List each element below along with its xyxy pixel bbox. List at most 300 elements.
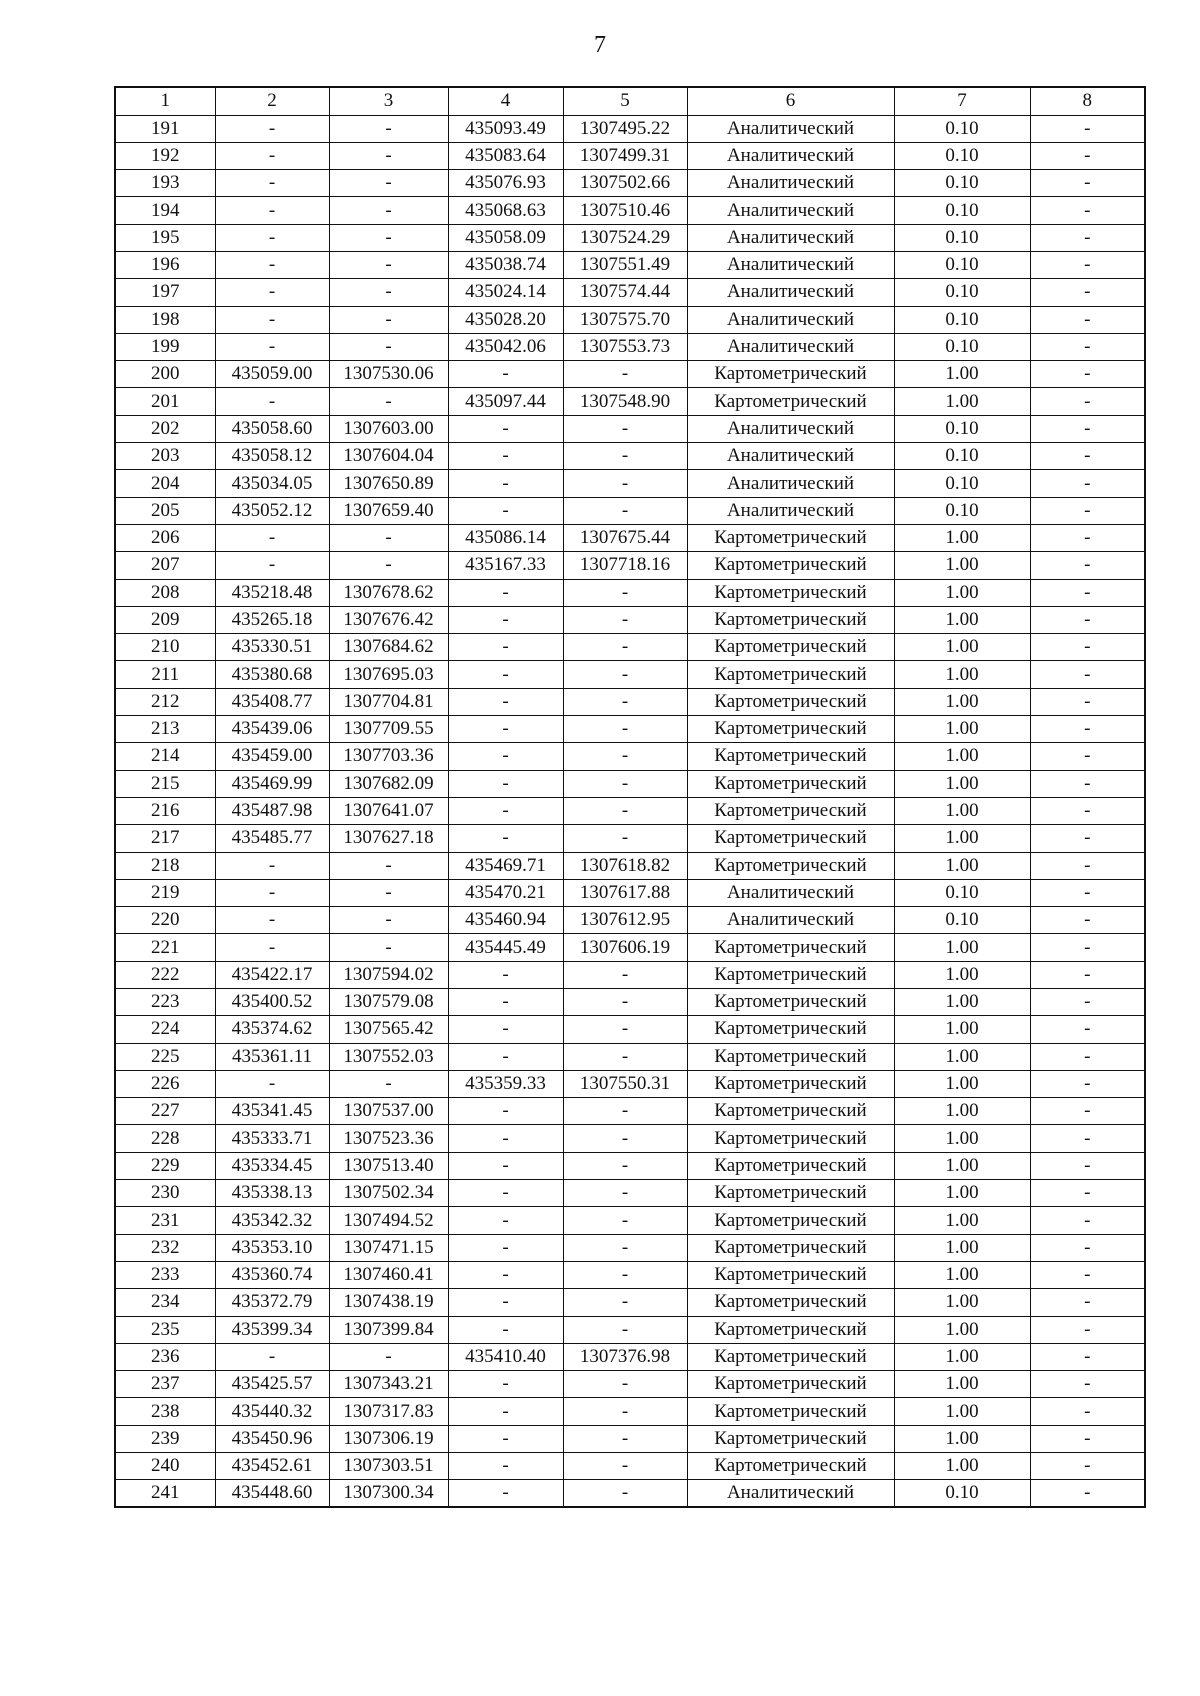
table-cell: - — [1030, 170, 1145, 197]
table-cell: - — [1030, 1152, 1145, 1179]
table-row — [115, 552, 1145, 579]
table-row — [115, 1343, 1145, 1370]
table-row — [115, 415, 1145, 442]
table-cell: - — [329, 934, 448, 961]
table-cell: - — [1030, 443, 1145, 470]
table-cell: 1.00 — [894, 1234, 1030, 1261]
table-cell: 1307565.42 — [329, 1016, 448, 1043]
table-cell: 0.10 — [894, 907, 1030, 934]
table-cell: - — [329, 388, 448, 415]
table-cell: 211 — [115, 661, 215, 688]
table-cell: Аналитический — [687, 251, 894, 278]
table-cell: - — [563, 1207, 687, 1234]
table-cell: 1.00 — [894, 852, 1030, 879]
table-cell: 222 — [115, 961, 215, 988]
table-cell: Картометрический — [687, 524, 894, 551]
table-cell: 1307612.95 — [563, 907, 687, 934]
table-cell: 208 — [115, 579, 215, 606]
table-cell: - — [1030, 1453, 1145, 1480]
table-cell: - — [563, 1453, 687, 1480]
table-cell: 207 — [115, 552, 215, 579]
table-cell: Картометрический — [687, 1152, 894, 1179]
table-row — [115, 1398, 1145, 1425]
table-cell: - — [1030, 415, 1145, 442]
table-cell: - — [563, 743, 687, 770]
table-cell: - — [563, 1152, 687, 1179]
table-cell: - — [215, 306, 329, 333]
table-cell: 206 — [115, 524, 215, 551]
table-cell: - — [563, 661, 687, 688]
table-cell: - — [448, 1453, 563, 1480]
table-row — [115, 688, 1145, 715]
table-cell: 435440.32 — [215, 1398, 329, 1425]
table-row — [115, 770, 1145, 797]
table-cell: - — [448, 961, 563, 988]
table-cell: Аналитический — [687, 907, 894, 934]
table-cell: 435341.45 — [215, 1098, 329, 1125]
table-cell: - — [215, 251, 329, 278]
table-row — [115, 606, 1145, 633]
table-cell: - — [448, 1480, 563, 1507]
table-row — [115, 470, 1145, 497]
table-cell: 1307510.46 — [563, 197, 687, 224]
table-row — [115, 197, 1145, 224]
table-cell: Картометрический — [687, 852, 894, 879]
table-cell: - — [563, 1016, 687, 1043]
table-cell: - — [448, 797, 563, 824]
table-cell: 435167.33 — [448, 552, 563, 579]
table-cell: Картометрический — [687, 1343, 894, 1370]
table-cell: Аналитический — [687, 142, 894, 169]
table-cell: - — [215, 934, 329, 961]
table-cell: 1.00 — [894, 1453, 1030, 1480]
table-cell: - — [329, 1343, 448, 1370]
table-cell: - — [329, 279, 448, 306]
table-cell: 1307604.04 — [329, 443, 448, 470]
table-row — [115, 934, 1145, 961]
table-cell: - — [563, 1316, 687, 1343]
table-cell: Аналитический — [687, 170, 894, 197]
table-cell: 1.00 — [894, 1425, 1030, 1452]
table-cell: Картометрический — [687, 1371, 894, 1398]
table-cell: Картометрический — [687, 661, 894, 688]
table-cell: 200 — [115, 361, 215, 388]
table-cell: 435058.09 — [448, 224, 563, 251]
table-cell: 1307682.09 — [329, 770, 448, 797]
table-cell: 240 — [115, 1453, 215, 1480]
table-cell: 1307618.82 — [563, 852, 687, 879]
table-cell: - — [448, 443, 563, 470]
table-cell: 234 — [115, 1289, 215, 1316]
table-cell: - — [1030, 333, 1145, 360]
table-cell: - — [448, 1398, 563, 1425]
table-cell: 193 — [115, 170, 215, 197]
table-cell: 435353.10 — [215, 1234, 329, 1261]
column-header: 7 — [894, 87, 1030, 115]
table-cell: - — [563, 1261, 687, 1288]
table-cell: 435460.94 — [448, 907, 563, 934]
table-cell: - — [215, 1343, 329, 1370]
table-cell: Картометрический — [687, 634, 894, 661]
table-cell: 219 — [115, 879, 215, 906]
table-cell: 1307709.55 — [329, 716, 448, 743]
table-cell: 0.10 — [894, 251, 1030, 278]
table-cell: - — [329, 333, 448, 360]
table-row — [115, 170, 1145, 197]
table-cell: - — [448, 661, 563, 688]
table-cell: 1307303.51 — [329, 1453, 448, 1480]
table-cell: 435439.06 — [215, 716, 329, 743]
table-cell: 1307530.06 — [329, 361, 448, 388]
table-cell: Картометрический — [687, 606, 894, 633]
table-cell: 1307548.90 — [563, 388, 687, 415]
table-cell: - — [1030, 989, 1145, 1016]
table-cell: 0.10 — [894, 224, 1030, 251]
table-cell: - — [448, 361, 563, 388]
table-cell: 435485.77 — [215, 825, 329, 852]
table-cell: 435038.74 — [448, 251, 563, 278]
table-cell: - — [1030, 524, 1145, 551]
table-row — [115, 907, 1145, 934]
table-cell: 1307376.98 — [563, 1343, 687, 1370]
table-cell: - — [448, 1180, 563, 1207]
table-cell: Картометрический — [687, 388, 894, 415]
table-cell: - — [1030, 388, 1145, 415]
table-cell: - — [563, 470, 687, 497]
table-cell: 1307575.70 — [563, 306, 687, 333]
table-cell: - — [563, 1125, 687, 1152]
table-cell: - — [1030, 1234, 1145, 1261]
table-cell: 199 — [115, 333, 215, 360]
table-cell: - — [1030, 634, 1145, 661]
table-cell: Картометрический — [687, 797, 894, 824]
table-cell: - — [215, 197, 329, 224]
table-cell: 435076.93 — [448, 170, 563, 197]
table-cell: - — [1030, 1425, 1145, 1452]
table-cell: 212 — [115, 688, 215, 715]
table-cell: 1307537.00 — [329, 1098, 448, 1125]
table-cell: 236 — [115, 1343, 215, 1370]
table-cell: 229 — [115, 1152, 215, 1179]
table-cell: 224 — [115, 1016, 215, 1043]
table-row — [115, 1207, 1145, 1234]
table-cell: - — [1030, 907, 1145, 934]
table-cell: - — [1030, 497, 1145, 524]
table-cell: 435068.63 — [448, 197, 563, 224]
table-cell: - — [215, 524, 329, 551]
table-cell: - — [448, 1234, 563, 1261]
table-cell: Аналитический — [687, 333, 894, 360]
table-cell: 1.00 — [894, 1398, 1030, 1425]
table-cell: 435058.12 — [215, 443, 329, 470]
table-cell: 203 — [115, 443, 215, 470]
table-cell: - — [215, 879, 329, 906]
table-row — [115, 1453, 1145, 1480]
table-cell: 1307594.02 — [329, 961, 448, 988]
table-cell: Картометрический — [687, 825, 894, 852]
table-row — [115, 361, 1145, 388]
table-cell: - — [1030, 661, 1145, 688]
table-cell: 1307695.03 — [329, 661, 448, 688]
table-cell: Картометрический — [687, 1180, 894, 1207]
table-cell: 1307574.44 — [563, 279, 687, 306]
table-cell: 1.00 — [894, 961, 1030, 988]
table-row — [115, 279, 1145, 306]
table-cell: 1307704.81 — [329, 688, 448, 715]
table-cell: Аналитический — [687, 879, 894, 906]
table-cell: - — [215, 1070, 329, 1097]
table-cell: - — [1030, 306, 1145, 333]
table-cell: 435487.98 — [215, 797, 329, 824]
table-cell: - — [1030, 1261, 1145, 1288]
table-cell: 1.00 — [894, 1070, 1030, 1097]
table-row — [115, 1043, 1145, 1070]
table-cell: 0.10 — [894, 279, 1030, 306]
table-cell: Аналитический — [687, 197, 894, 224]
table-cell: 1.00 — [894, 1152, 1030, 1179]
table-cell: 226 — [115, 1070, 215, 1097]
table-cell: Аналитический — [687, 443, 894, 470]
table-cell: 1307676.42 — [329, 606, 448, 633]
table-row — [115, 497, 1145, 524]
table-cell: 196 — [115, 251, 215, 278]
table-cell: 1.00 — [894, 688, 1030, 715]
table-cell: 1.00 — [894, 716, 1030, 743]
table-cell: - — [215, 170, 329, 197]
table-cell: - — [448, 606, 563, 633]
table-cell: 1307499.31 — [563, 142, 687, 169]
table-row — [115, 443, 1145, 470]
table-row — [115, 634, 1145, 661]
table-cell: 1.00 — [894, 634, 1030, 661]
table-cell: 0.10 — [894, 470, 1030, 497]
table-cell: 435330.51 — [215, 634, 329, 661]
table-cell: 1.00 — [894, 606, 1030, 633]
table-cell: 1.00 — [894, 1261, 1030, 1288]
table-cell: - — [329, 1070, 448, 1097]
table-cell: 435093.49 — [448, 115, 563, 142]
table-cell: 1.00 — [894, 361, 1030, 388]
table-cell: - — [448, 1125, 563, 1152]
column-header: 5 — [563, 87, 687, 115]
table-cell: Картометрический — [687, 1043, 894, 1070]
table-row — [115, 1098, 1145, 1125]
table-row — [115, 1152, 1145, 1179]
table-cell: 205 — [115, 497, 215, 524]
table-cell: - — [448, 1043, 563, 1070]
table-cell: 1.00 — [894, 1180, 1030, 1207]
table-cell: - — [563, 1234, 687, 1261]
table-cell: 435034.05 — [215, 470, 329, 497]
table-cell: 435059.00 — [215, 361, 329, 388]
table-cell: 435086.14 — [448, 524, 563, 551]
table-cell: - — [448, 1098, 563, 1125]
table-cell: - — [448, 1152, 563, 1179]
table-cell: 435452.61 — [215, 1453, 329, 1480]
table-cell: - — [329, 524, 448, 551]
table-cell: - — [563, 1480, 687, 1507]
table-cell: - — [215, 142, 329, 169]
table-cell: 435445.49 — [448, 934, 563, 961]
table-cell: 1.00 — [894, 388, 1030, 415]
table-cell: 1307703.36 — [329, 743, 448, 770]
table-cell: 1307552.03 — [329, 1043, 448, 1070]
table-cell: 209 — [115, 606, 215, 633]
table-row — [115, 388, 1145, 415]
table-cell: 1307675.44 — [563, 524, 687, 551]
table-cell: - — [1030, 1480, 1145, 1507]
table-cell: - — [329, 224, 448, 251]
table-cell: - — [1030, 770, 1145, 797]
table-cell: Картометрический — [687, 688, 894, 715]
table-cell: - — [329, 879, 448, 906]
table-cell: - — [329, 552, 448, 579]
table-cell: 435052.12 — [215, 497, 329, 524]
table-cell: - — [563, 1289, 687, 1316]
table-cell: 1307460.41 — [329, 1261, 448, 1288]
table-cell: 435470.21 — [448, 879, 563, 906]
table-row — [115, 1289, 1145, 1316]
table-cell: 1307551.49 — [563, 251, 687, 278]
table-cell: - — [1030, 1043, 1145, 1070]
table-cell: 1307579.08 — [329, 989, 448, 1016]
table-cell: 1307502.34 — [329, 1180, 448, 1207]
table-cell: - — [1030, 251, 1145, 278]
column-header: 4 — [448, 87, 563, 115]
table-cell: - — [563, 579, 687, 606]
table-cell: - — [329, 142, 448, 169]
table-cell: 1307300.34 — [329, 1480, 448, 1507]
table-cell: 223 — [115, 989, 215, 1016]
table-cell: - — [329, 115, 448, 142]
table-cell: 191 — [115, 115, 215, 142]
table-cell: 435361.11 — [215, 1043, 329, 1070]
table-cell: 1307606.19 — [563, 934, 687, 961]
table-cell: 1307471.15 — [329, 1234, 448, 1261]
table-row — [115, 115, 1145, 142]
table-cell: - — [563, 1180, 687, 1207]
table-cell: 0.10 — [894, 497, 1030, 524]
table-cell: 435028.20 — [448, 306, 563, 333]
table-cell: - — [1030, 197, 1145, 224]
table-cell: - — [448, 770, 563, 797]
table-cell: - — [563, 1371, 687, 1398]
table-cell: - — [563, 1425, 687, 1452]
table-cell: Аналитический — [687, 306, 894, 333]
table-cell: 204 — [115, 470, 215, 497]
table-cell: 1.00 — [894, 797, 1030, 824]
table-row — [115, 797, 1145, 824]
table-cell: 435459.00 — [215, 743, 329, 770]
table-cell: - — [1030, 1098, 1145, 1125]
table-cell: 435448.60 — [215, 1480, 329, 1507]
table-cell: Картометрический — [687, 716, 894, 743]
column-header: 3 — [329, 87, 448, 115]
table-cell: - — [1030, 1316, 1145, 1343]
table-cell: Аналитический — [687, 279, 894, 306]
table-cell: Аналитический — [687, 470, 894, 497]
table-row — [115, 1316, 1145, 1343]
table-row — [115, 1425, 1145, 1452]
table-cell: - — [1030, 361, 1145, 388]
table-cell: 233 — [115, 1261, 215, 1288]
table-cell: 217 — [115, 825, 215, 852]
table-cell: 435334.45 — [215, 1152, 329, 1179]
table-cell: - — [448, 688, 563, 715]
table-cell: - — [1030, 1070, 1145, 1097]
table-cell: 221 — [115, 934, 215, 961]
table-cell: 1307718.16 — [563, 552, 687, 579]
table-row — [115, 1371, 1145, 1398]
table-cell: - — [1030, 115, 1145, 142]
table-row — [115, 825, 1145, 852]
table-cell: Картометрический — [687, 1070, 894, 1097]
column-header: 2 — [215, 87, 329, 115]
table-cell: Картометрический — [687, 361, 894, 388]
table-cell: 435400.52 — [215, 989, 329, 1016]
table-cell: Картометрический — [687, 989, 894, 1016]
table-cell: 1.00 — [894, 1016, 1030, 1043]
table-cell: 1.00 — [894, 1098, 1030, 1125]
table-cell: 435042.06 — [448, 333, 563, 360]
table-cell: 435342.32 — [215, 1207, 329, 1234]
table-cell: 239 — [115, 1425, 215, 1452]
table-row — [115, 1070, 1145, 1097]
table-cell: - — [1030, 1016, 1145, 1043]
table-cell: Картометрический — [687, 1207, 894, 1234]
table-cell: 1.00 — [894, 1207, 1030, 1234]
table-cell: 1307641.07 — [329, 797, 448, 824]
table-cell: - — [563, 961, 687, 988]
table-cell: - — [448, 1316, 563, 1343]
table-cell: 1.00 — [894, 1289, 1030, 1316]
table-cell: 0.10 — [894, 879, 1030, 906]
table-row — [115, 306, 1145, 333]
table-cell: 213 — [115, 716, 215, 743]
table-cell: 435422.17 — [215, 961, 329, 988]
table-cell: 230 — [115, 1180, 215, 1207]
table-cell: Картометрический — [687, 1234, 894, 1261]
table-cell: 1.00 — [894, 1316, 1030, 1343]
table-cell: - — [1030, 1343, 1145, 1370]
table-cell: - — [215, 224, 329, 251]
table-cell: 195 — [115, 224, 215, 251]
table-cell: - — [215, 907, 329, 934]
table-cell: - — [563, 989, 687, 1016]
table-cell: - — [1030, 1180, 1145, 1207]
table-cell: - — [448, 415, 563, 442]
table-cell: - — [215, 279, 329, 306]
table-cell: - — [329, 852, 448, 879]
table-cell: - — [1030, 716, 1145, 743]
table-cell: - — [329, 197, 448, 224]
table-cell: 237 — [115, 1371, 215, 1398]
table-cell: 1307495.22 — [563, 115, 687, 142]
table-cell: - — [1030, 1289, 1145, 1316]
table-cell: 1.00 — [894, 934, 1030, 961]
table-cell: 227 — [115, 1098, 215, 1125]
coordinates-table — [114, 86, 1146, 1508]
table-cell: - — [448, 1371, 563, 1398]
table-cell: - — [563, 770, 687, 797]
table-cell: Аналитический — [687, 1480, 894, 1507]
table-cell: 218 — [115, 852, 215, 879]
table-cell: - — [448, 1289, 563, 1316]
table-cell: - — [448, 1261, 563, 1288]
table-cell: Картометрический — [687, 961, 894, 988]
table-cell: 210 — [115, 634, 215, 661]
table-cell: - — [563, 688, 687, 715]
